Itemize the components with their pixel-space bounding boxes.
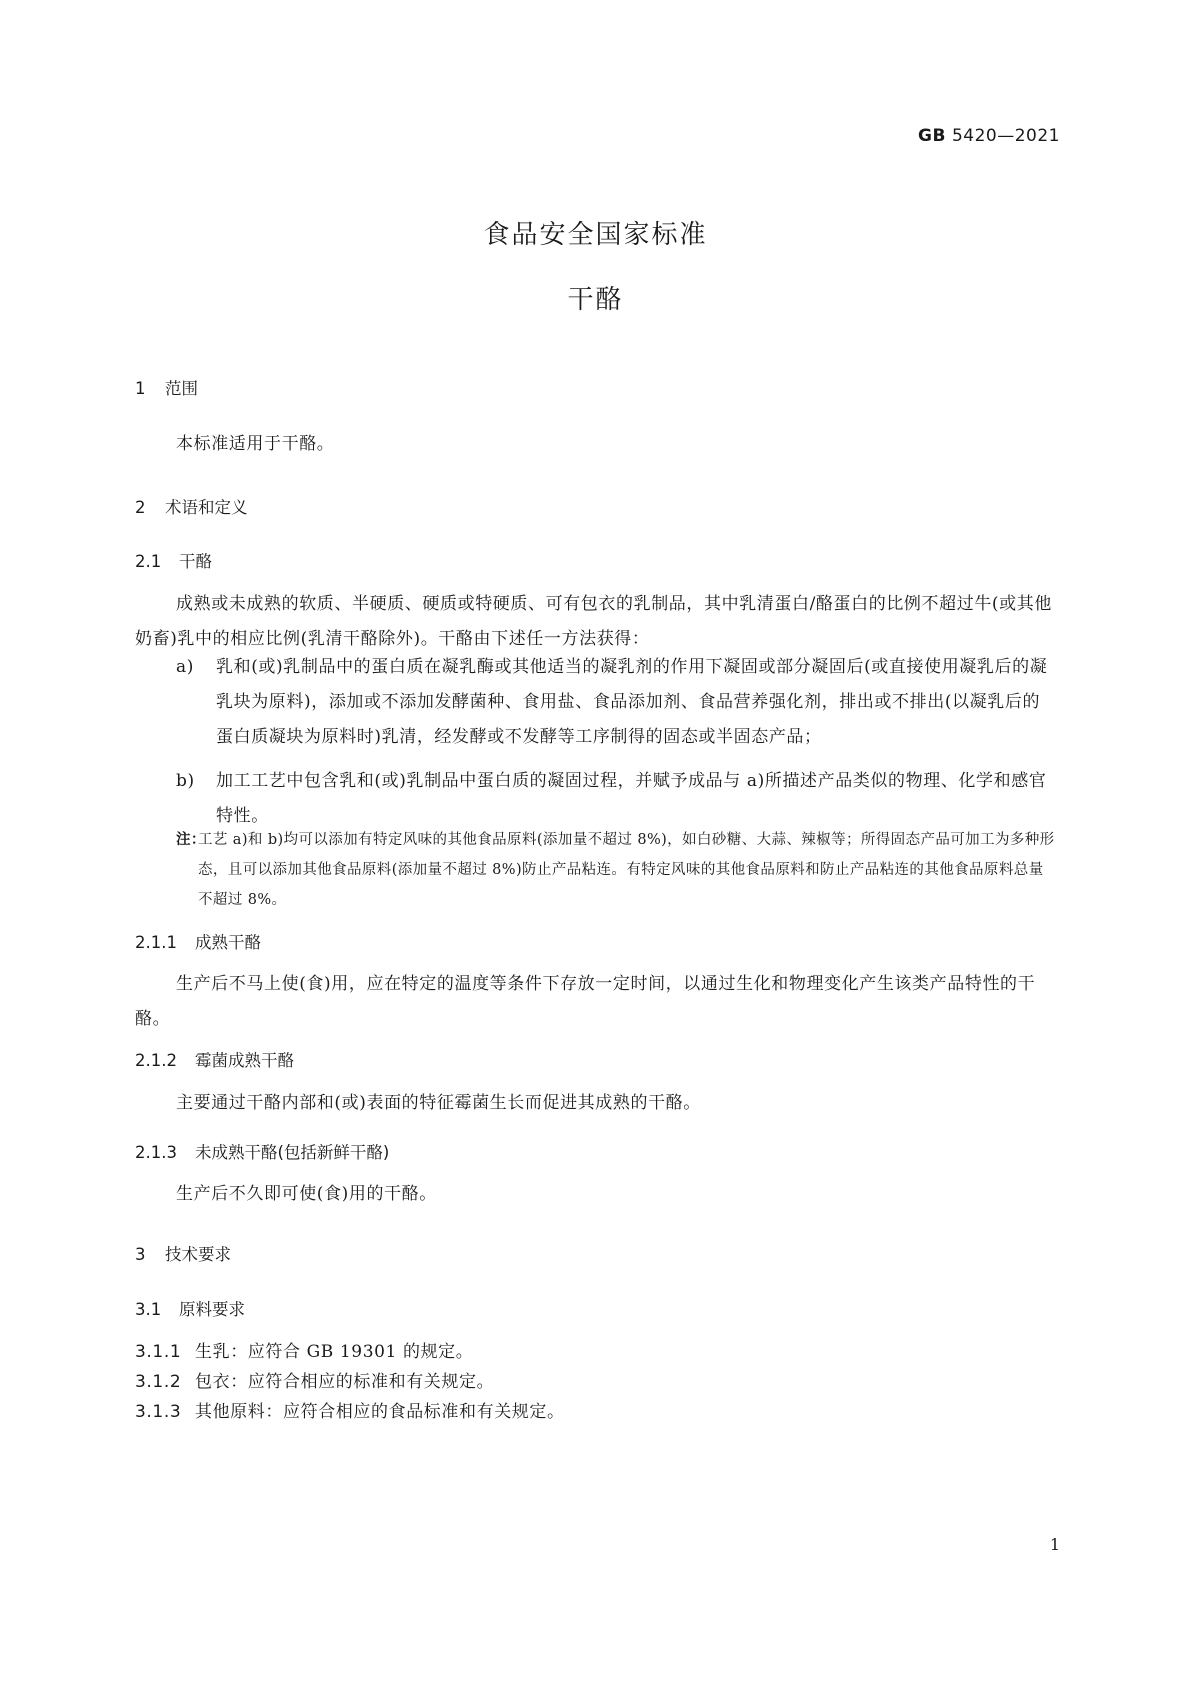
section-number: 2.1.1 (135, 933, 177, 952)
section-2-1-1-heading (135, 929, 261, 953)
clause-text: 包衣：应符合相应的标准和有关规定。 (195, 1372, 495, 1392)
document-subtitle: 干酪 (567, 285, 624, 315)
section-2-1-3-heading (135, 1139, 389, 1163)
section-number: 2.1.2 (135, 1051, 177, 1070)
section-title: 术语和定义 (165, 498, 248, 517)
section-3-1-heading (135, 1296, 245, 1320)
section-2-1-3-text: 生产后不久即可使(食)用的干酪。 (176, 1184, 437, 1204)
section-title: 技术要求 (165, 1245, 231, 1264)
list-text: 加工工艺中包含乳和(或)乳制品中蛋白质的凝固过程，并赋予成品与 a)所描述产品类似的物理、化学和感官特性。 (216, 771, 1047, 826)
clause-3-1-3 (135, 1397, 565, 1422)
page-number: 1 (1049, 1535, 1060, 1554)
section-title: 未成熟干酪(包括新鲜干酪) (195, 1143, 390, 1162)
section-2-1-1-text: 生产后不马上使(食)用，应在特定的温度等条件下存放一定时间，以通过生化和物理变化产生该类产品特性的干酪。 (135, 974, 1036, 1029)
section-2-heading (135, 494, 248, 518)
document-title: 食品安全国家标准 (483, 220, 708, 250)
section-title: 成熟干酪 (195, 933, 261, 952)
clause-text: 生乳：应符合 GB 19301 的规定。 (195, 1342, 474, 1362)
clause-number: 3.1.3 (135, 1402, 182, 1422)
list-item-b (176, 764, 1056, 834)
section-2-1-heading (135, 548, 212, 572)
note-label: 注： (176, 832, 206, 848)
note-text: 工艺 a)和 b)均可以添加有特定风味的其他食品原料(添加量不超过 8%)，如白砂糖、大蒜、辣椒等；所得固态产品可加工为多种形态，且可以添加其他食品原料(添加量不超过 8%)防止产品粘连。有特定风味的其他食品原料和防止产品粘连的其他食品原料总量不超过 8%。 (198, 832, 1055, 908)
section-number: 3.1 (135, 1300, 162, 1319)
section-number: 1 (135, 379, 146, 398)
section-1-heading (135, 375, 198, 399)
standard-prefix: GB (918, 126, 946, 146)
section-2-1-2-text: 主要通过干酪内部和(或)表面的特征霉菌生长而促进其成熟的干酪。 (176, 1093, 701, 1113)
section-2-1-2-heading (135, 1047, 294, 1071)
section-number: 2.1 (135, 552, 162, 571)
section-1-text: 本标准适用于干酪。 (176, 434, 335, 454)
standard-number (918, 126, 1060, 146)
note (176, 825, 1056, 915)
list-text: 乳和(或)乳制品中的蛋白质在凝乳酶或其他适当的凝乳剂的作用下凝固或部分凝固后(或直接使用凝乳后的凝乳块为原料)，添加或不添加发酵菌种、食用盐、食品添加剂、食品营养强化剂，排出或不排出(以凝乳后的蛋白质凝块为原料时)乳清，经发酵或不发酵等工序制得的固态或半固态产品； (216, 657, 1048, 747)
section-2-1-text: 成熟或未成熟的软质、半硬质、硬质或特硬质、可有包衣的乳制品，其中乳清蛋白/酪蛋白的比例不超过牛(或其他奶畜)乳中的相应比例(乳清干酪除外)。干酪由下述任一方法获得： (135, 594, 1052, 649)
section-title: 范围 (165, 379, 198, 398)
section-number: 2.1.3 (135, 1143, 177, 1162)
section-title: 霉菌成熟干酪 (195, 1051, 294, 1070)
section-3-heading (135, 1241, 231, 1265)
list-item-a (176, 650, 1056, 755)
clause-3-1-1 (135, 1337, 473, 1362)
section-title: 原料要求 (179, 1300, 245, 1319)
clause-number: 3.1.2 (135, 1372, 182, 1392)
list-marker: a) (176, 657, 194, 677)
standard-code: 5420—2021 (951, 126, 1060, 146)
clause-number: 3.1.1 (135, 1342, 182, 1362)
section-number: 2 (135, 498, 146, 517)
section-number: 3 (135, 1245, 146, 1264)
clause-text: 其他原料：应符合相应的食品标准和有关规定。 (195, 1402, 565, 1422)
section-title: 干酪 (179, 552, 212, 571)
list-marker: b) (176, 771, 195, 791)
clause-3-1-2 (135, 1367, 494, 1392)
